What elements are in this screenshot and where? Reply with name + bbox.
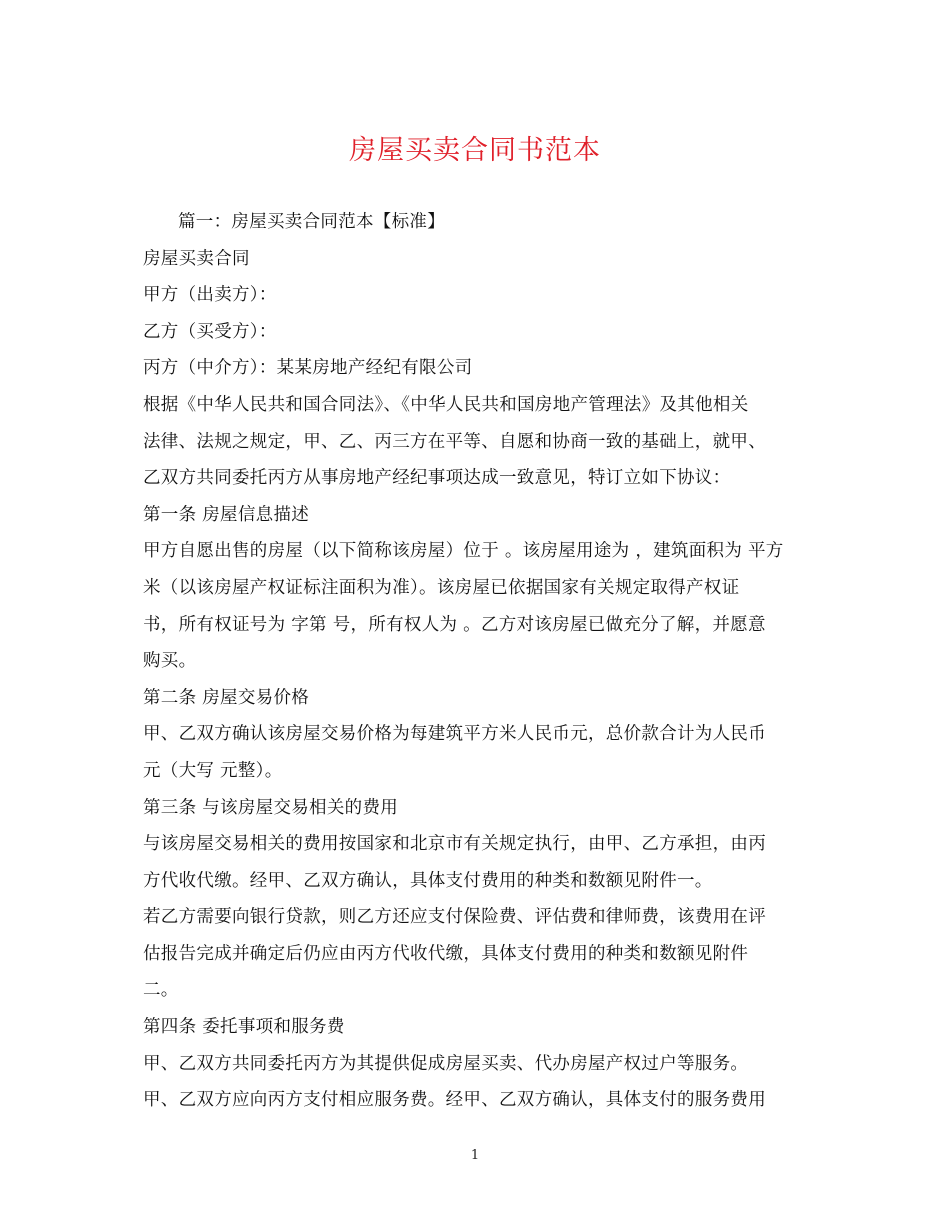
article-heading: 第四条 委托事项和服务费 [143, 1017, 345, 1038]
body-line: 法律、法规之规定，甲、乙、丙三方在平等、自愿和协商一致的基础上，就甲、 [143, 431, 766, 452]
party-a: 甲方（出卖方）： [143, 285, 277, 306]
contract-name: 房屋买卖合同 [143, 248, 250, 269]
party-b: 乙方（买受方）： [143, 321, 277, 342]
body-line: 甲、乙双方确认该房屋交易价格为每建筑平方米人民币元，总价款合计为人民币 [143, 724, 766, 745]
body-line: 与该房屋交易相关的费用按国家和北京市有关规定执行，由甲、乙方承担，由丙 [143, 834, 766, 855]
body-line: 甲方自愿出售的房屋（以下简称该房屋）位于 。该房屋用途为 ，建筑面积为 平方 [143, 541, 784, 562]
body-line: 书，所有权证号为 字第 号，所有权人为 。乙方对该房屋已做充分了解，并愿意 [143, 614, 766, 635]
page-number: 1 [470, 1148, 480, 1163]
body-line: 若乙方需要向银行贷款，则乙方还应支付保险费、评估费和律师费，该费用在评 [143, 907, 766, 928]
document-body [143, 204, 813, 1119]
body-line: 估报告完成并确定后仍应由丙方代收代缴，具体支付费用的种类和数额见附件 [143, 943, 749, 964]
body-line: 乙双方共同委托丙方从事房地产经纪事项达成一致意见，特订立如下协议： [143, 468, 731, 489]
article-heading: 第二条 房屋交易价格 [143, 687, 310, 708]
article-heading: 第三条 与该房屋交易相关的费用 [143, 797, 399, 818]
body-line: 二。 [143, 980, 179, 1001]
body-line: 方代收代缴。经甲、乙双方确认，具体支付费用的种类和数额见附件一。 [143, 870, 713, 891]
body-line: 甲、乙双方应向丙方支付相应服务费。经甲、乙双方确认，具体支付的服务费用 [143, 1090, 766, 1111]
body-line: 根据《中华人民共和国合同法》、《中华人民共和国房地产管理法》及其他相关 [143, 394, 749, 415]
document-title: 房屋买卖合同书范本 [349, 135, 601, 166]
body-line: 购买。 [143, 651, 197, 672]
article-heading: 第一条 房屋信息描述 [143, 504, 310, 525]
party-c: 丙方（中介方）：某某房地产经纪有限公司 [143, 358, 473, 379]
body-line: 甲、乙双方共同委托丙方为其提供促成房屋买卖、代办房屋产权过户等服务。 [143, 1053, 749, 1074]
body-line: 元（大写 元整）。 [143, 760, 283, 781]
section-heading: 篇一：房屋买卖合同范本【标准】 [178, 212, 445, 232]
body-line: 米（以该房屋产权证标注面积为准）。该房屋已依据国家有关规定取得产权证 [143, 577, 740, 598]
